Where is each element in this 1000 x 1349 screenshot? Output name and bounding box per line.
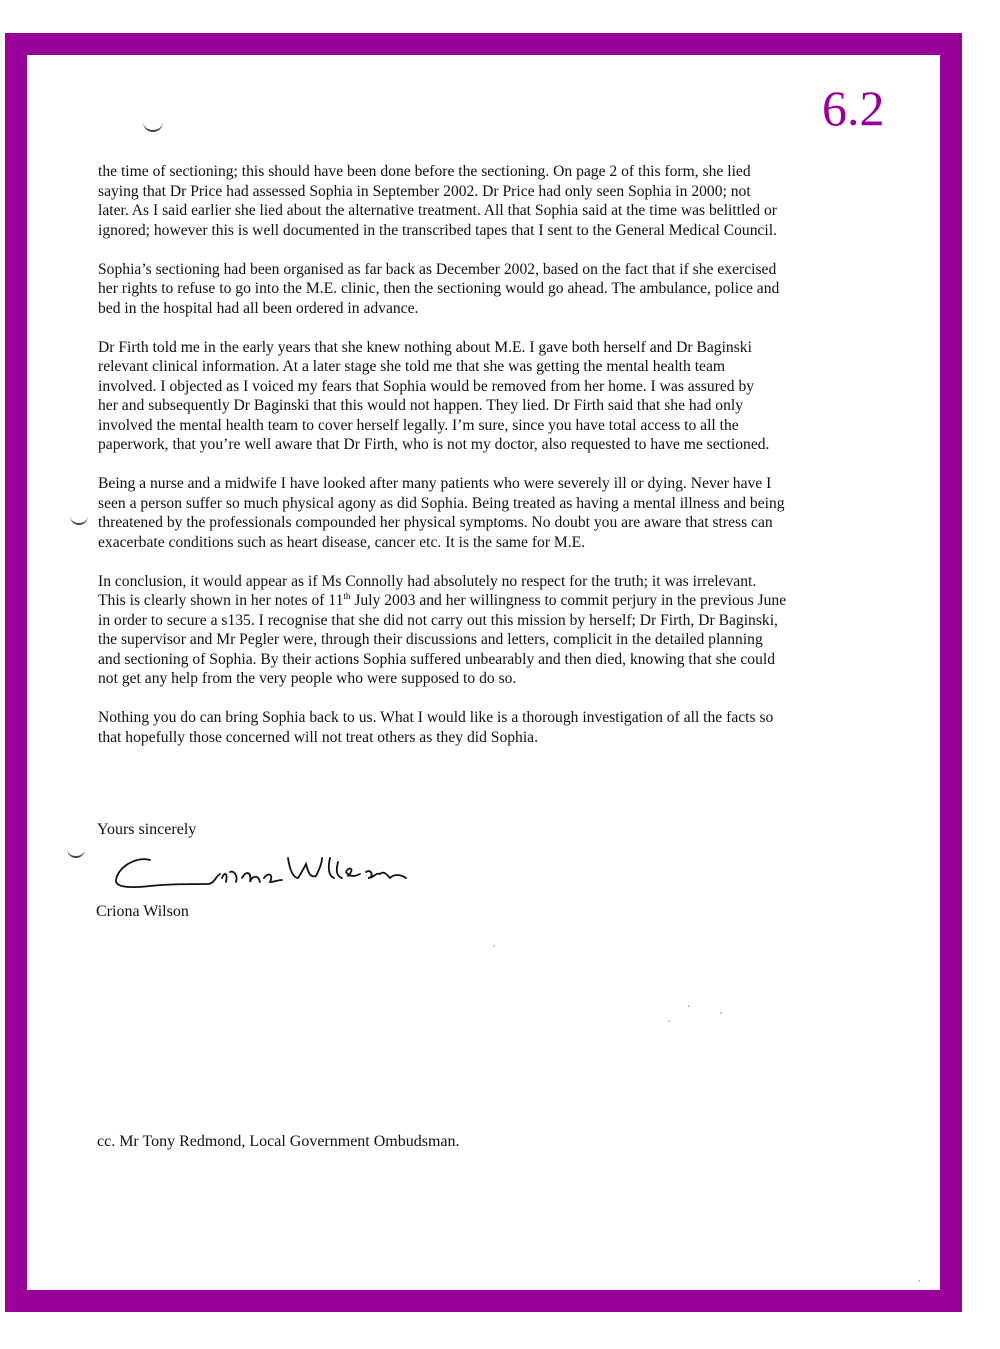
page-number: 6.2 [822,80,885,136]
text-line: Dr Firth told me in the early years that she knew nothing about M.E. I gave both herself and Dr Baginski [98,338,752,356]
text-line: her rights to refuse to go into the M.E. clinic, then the sectioning would go ahead. The ambulance, police and [98,280,780,297]
text-line: bed in the hospital had all been ordered in advance. [98,299,419,317]
paragraph-nurse-midwife [98,474,888,552]
scan-speck [688,1005,690,1007]
text-line: Nothing you do can bring Sophia back to us. What I would like is a thorough investigation of all the facts so [98,709,774,726]
text-line: paperwork, that you’re well aware that Dr Firth, who is not my doctor, also requested to have me sectioned. [98,436,770,453]
paragraph-sectioning-organised [98,260,888,319]
ordinal-superscript: th [343,590,351,601]
text-line: seen a person suffer so much physical agony as did Sophia. Being treated as having a mental illness and being [98,494,785,512]
paragraph-conclusion [98,572,888,689]
text-line: and sectioning of Sophia. By their actions Sophia suffered unbearably and then died, knowing that she could [98,650,776,668]
signature-stroke-first-name [116,859,282,887]
text-line: exacerbate conditions such as heart disease, cancer etc. It is the same for M.E. [98,533,586,551]
handwritten-signature [110,848,420,898]
text-line-with-superscript [98,591,888,611]
text-line: later. As I said earlier she lied about the alternative treatment. All that Sophia said at the time was belittled or [98,202,777,219]
text-line: relevant clinical information. At a later stage she told me that she was getting the mental health team [98,358,726,375]
letter-body [98,162,888,767]
text-line: involved the mental health team to cover herself legally. I’m sure, since you have total access to all the [98,416,739,434]
paragraph-dr-firth [98,338,888,455]
text-fragment: This is clearly shown in her notes of 11 [98,592,344,609]
closing-salutation: Yours sincerely [97,821,197,838]
text-line: not get any help from the very people who were supposed to do so. [98,670,517,687]
scan-speck [493,945,495,947]
text-line: her and subsequently Dr Baginski that this would not happen. They lied. Dr Firth said that she had only [98,397,744,414]
signatory-name: Criona Wilson [96,903,189,920]
text-line: the time of sectioning; this should have been done before the sectioning. On page 2 of this form, she lied [98,163,751,180]
scan-speck [720,1012,722,1014]
text-line: In conclusion, it would appear as if Ms Connolly had absolutely no respect for the truth; it was irrelevant. [98,572,757,590]
text-fragment: July 2003 and her willingness to commit perjury in the previous June [350,592,787,609]
signature-stroke-last-name [288,858,406,878]
scan-speck [918,1280,920,1282]
cc-recipient: cc. Mr Tony Redmond, Local Government Ombudsman. [97,1133,460,1150]
text-line: threatened by the professionals compounded her physical symptoms. No doubt you are aware that stress can [98,514,773,531]
paragraph-sectioning-form [98,162,888,240]
text-line: in order to secure a s135. I recognise that she did not carry out this mission by herself; Dr Firth, Dr Baginski, [98,611,778,629]
paragraph-request [98,708,888,747]
text-line: ignored; however this is well documented in the transcribed tapes that I sent to the General Medical Council. [98,221,777,239]
text-line: Sophia’s sectioning had been organised as far back as December 2002, based on the fact that if she exercised [98,260,777,278]
scan-speck [668,1020,670,1022]
text-line: Being a nurse and a midwife I have looked after many patients who were severely ill or dying. Never have I [98,475,772,492]
text-line: involved. I objected as I voiced my fears that Sophia would be removed from her home. I was assured by [98,377,755,395]
text-line: the supervisor and Mr Pegler were, through their discussions and letters, complicit in the detailed planning [98,631,763,648]
text-line: saying that Dr Price had assessed Sophia in September 2002. Dr Price had only seen Sophia in 2000; not [98,182,751,200]
text-line: that hopefully those concerned will not treat others as they did Sophia. [98,728,538,746]
